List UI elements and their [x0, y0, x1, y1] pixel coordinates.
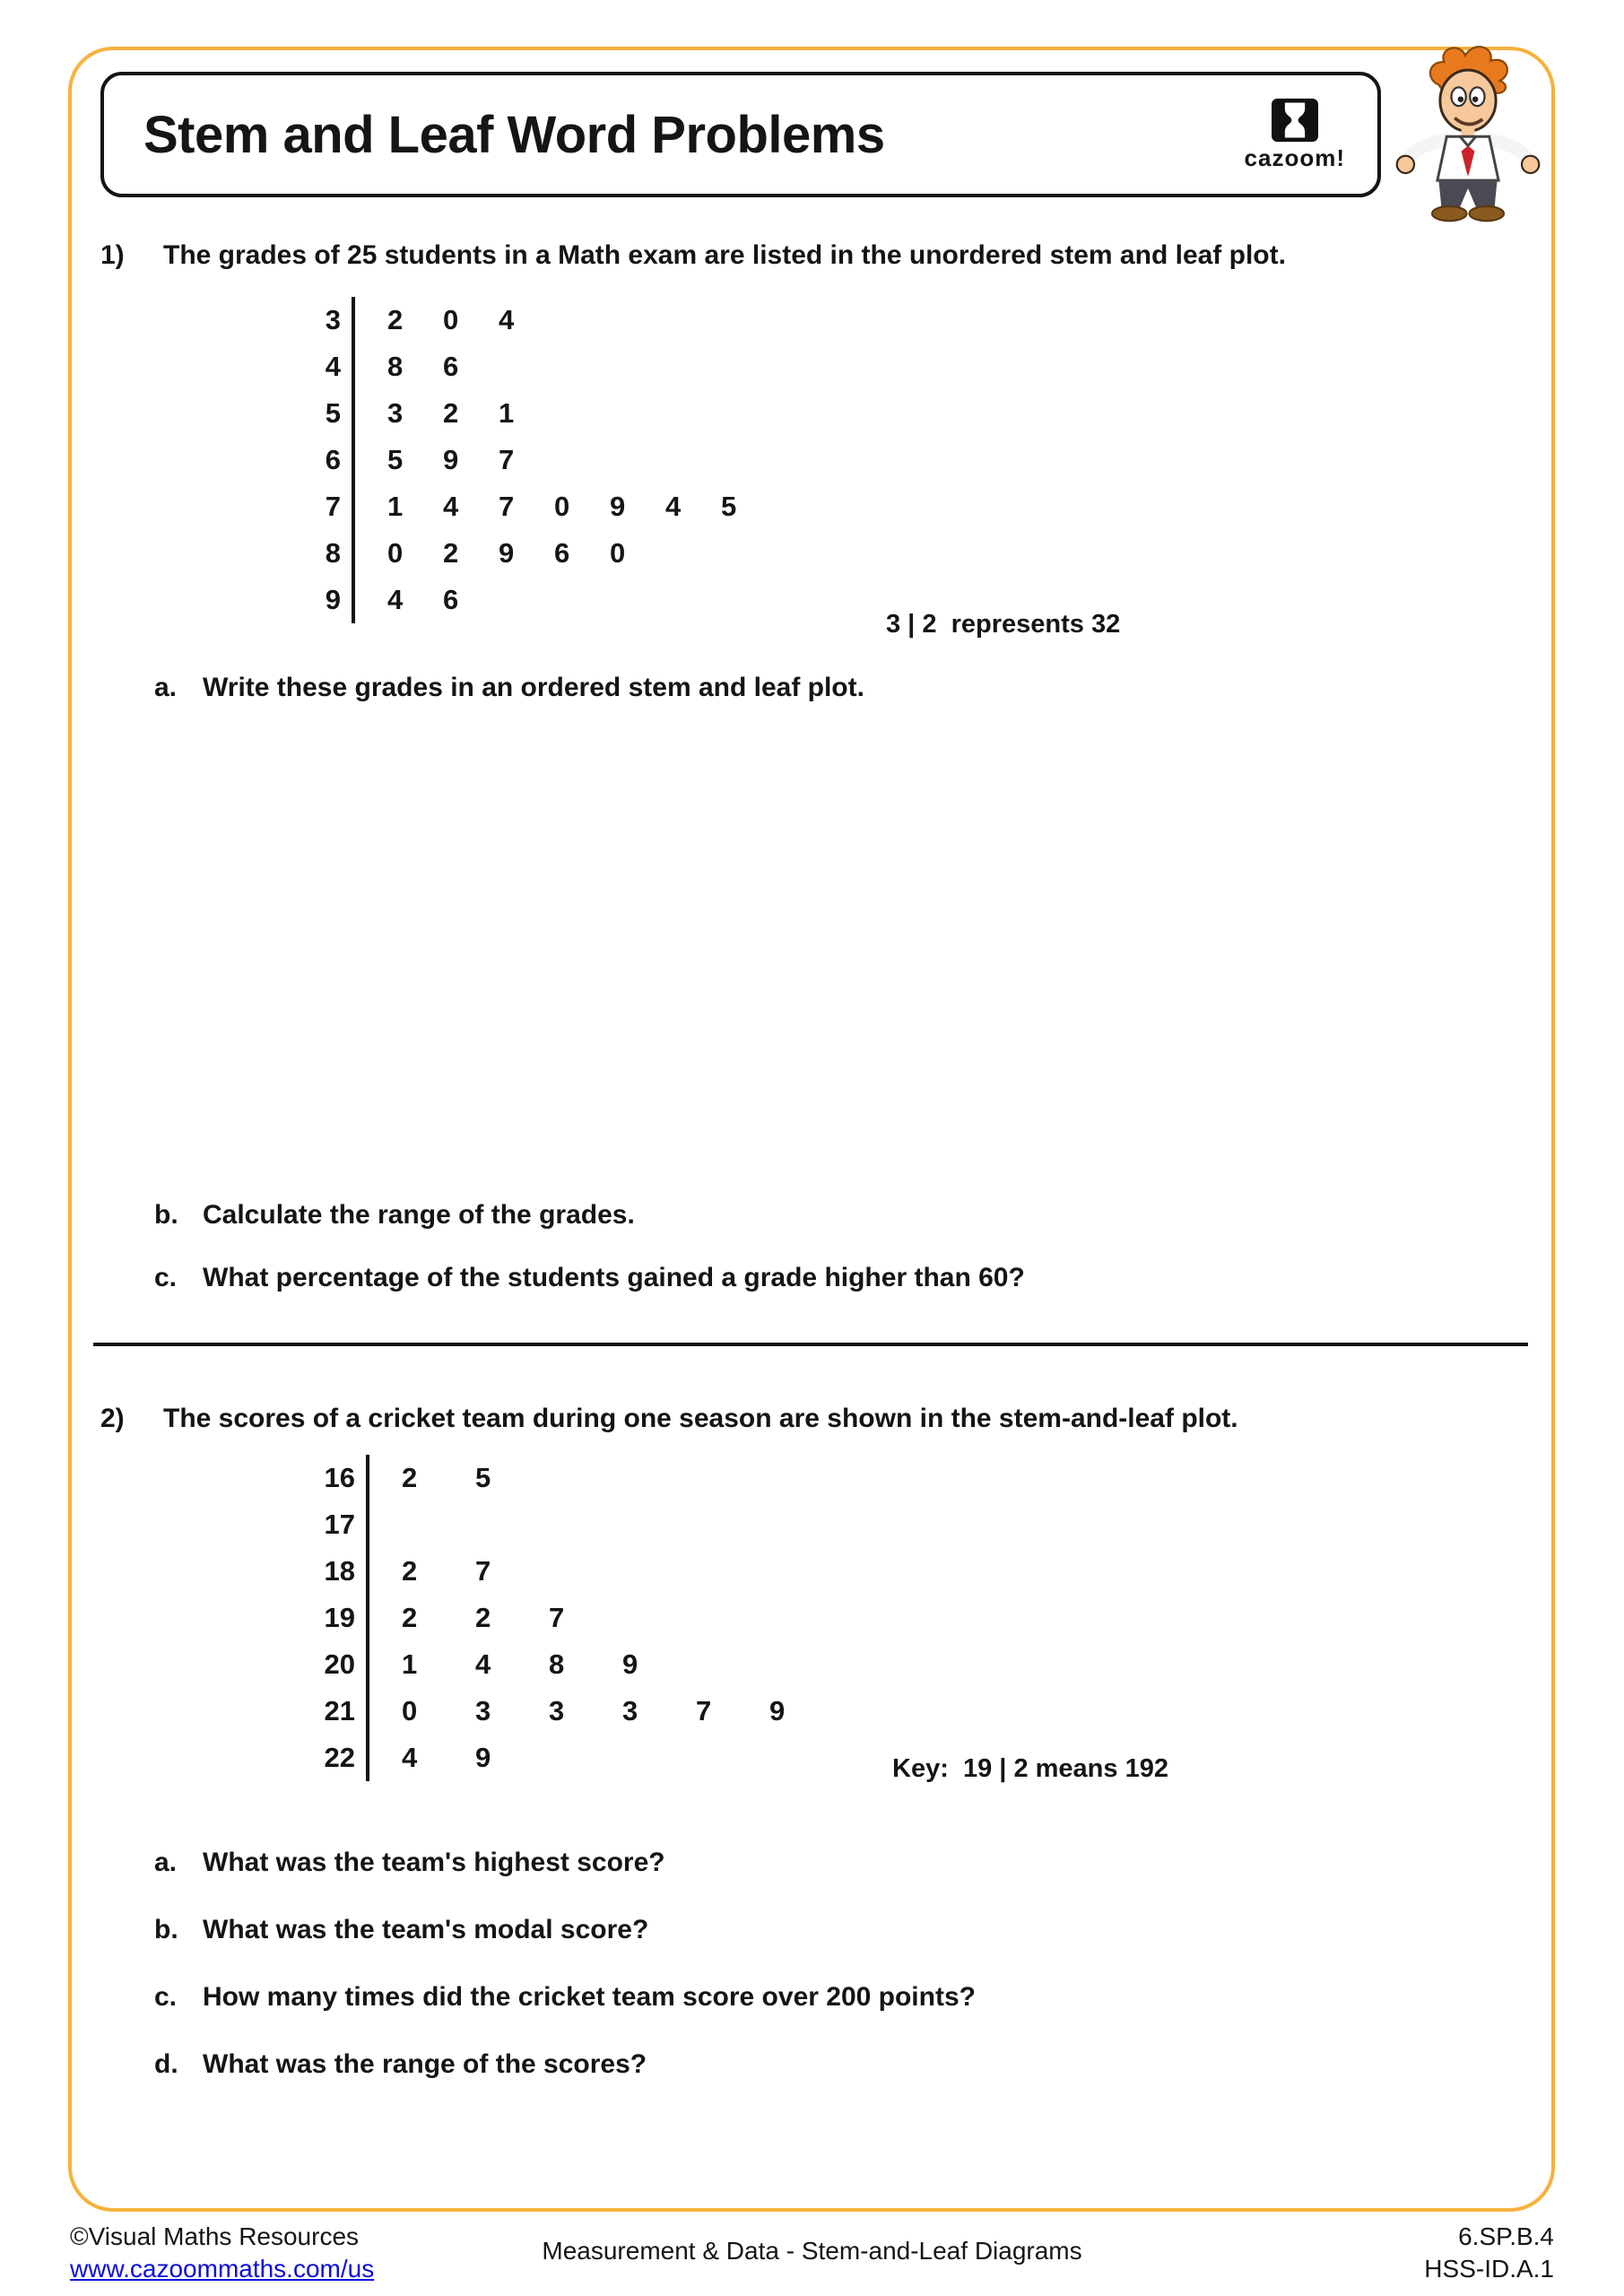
plot-row [296, 1735, 843, 1781]
stem-value: 17 [324, 1509, 355, 1540]
stem-leaf-plot-q1 [296, 297, 777, 623]
leaf-value: 3 [387, 397, 404, 429]
leaf-values [352, 344, 499, 390]
question-2-part-b [154, 1915, 648, 1945]
question-1-prompt: The grades of 25 students in a Math exam are listed in the unordered stem and leaf plot. [163, 240, 1286, 270]
leaf-value: 2 [402, 1602, 418, 1633]
stem-value: 18 [324, 1555, 355, 1587]
standard-code-2: HSS-ID.A.1 [1424, 2255, 1554, 2283]
part-text: What was the team's modal score? [203, 1915, 649, 1944]
plot-row [296, 1595, 843, 1641]
part-text: What was the team's highest score? [203, 1848, 665, 1877]
part-text: What was the range of the scores? [203, 2049, 647, 2079]
part-label: c. [154, 1263, 178, 1292]
leaf-values [352, 483, 777, 530]
plot-row [296, 577, 777, 623]
stem-value: 6 [325, 444, 341, 475]
stem-value: 22 [324, 1742, 355, 1773]
character-head [1440, 70, 1496, 131]
leaf-value: 4 [443, 491, 459, 522]
part-label: d. [154, 2049, 178, 2079]
plot-key-q1: 3 | 2 represents 32 [886, 610, 1121, 639]
leaf-value: 5 [721, 491, 737, 522]
stem-value: 9 [325, 584, 341, 615]
leaf-value: 2 [475, 1602, 491, 1633]
plot-row [296, 530, 777, 577]
stem-value: 8 [325, 537, 341, 569]
leaf-value: 4 [665, 491, 682, 522]
part-label: b. [154, 1200, 178, 1230]
part-text: Calculate the range of the grades. [203, 1200, 635, 1230]
stem-leaf-plot-q2 [296, 1455, 843, 1781]
leaf-value: 9 [475, 1742, 491, 1773]
part-text: Write these grades in an ordered stem and leaf plot. [203, 673, 864, 702]
page-title: Stem and Leaf Word Problems [143, 105, 885, 164]
leaf-value: 9 [622, 1648, 638, 1680]
cazoom-logo-text: cazoom! [1244, 144, 1345, 171]
leaf-values [352, 390, 554, 437]
question-2 [100, 1404, 1238, 1434]
standard-code-1: 6.SP.B.4 [1458, 2222, 1554, 2250]
question-1-part-b [154, 1200, 635, 1231]
leaf-values [366, 1548, 549, 1595]
leaf-value: 4 [475, 1648, 491, 1680]
leaf-value: 7 [549, 1602, 565, 1633]
stem-value: 16 [324, 1462, 355, 1493]
leaf-value: 2 [387, 304, 404, 335]
leaf-value: 2 [443, 397, 459, 429]
plot-row [296, 1501, 843, 1548]
part-label: a. [154, 673, 178, 702]
leaf-value: 7 [696, 1695, 712, 1726]
leaf-values [352, 530, 665, 577]
leaf-value: 9 [443, 444, 459, 475]
plot-row [296, 1641, 843, 1688]
leaf-value: 1 [499, 397, 515, 429]
leaf-value: 4 [402, 1742, 418, 1773]
question-2-part-c [154, 1982, 976, 2013]
plot-row [296, 344, 777, 390]
cazoom-website-link[interactable]: www.cazoommaths.com/us [70, 2255, 375, 2283]
leaf-value: 0 [402, 1695, 418, 1726]
question-2-part-d [154, 2049, 647, 2080]
footer-topic: Measurement & Data - Stem-and-Leaf Diagrams [542, 2237, 1082, 2265]
page-border [68, 47, 1555, 2212]
part-label: b. [154, 1915, 178, 1944]
question-2-number: 2) [100, 1404, 125, 1433]
stem-value: 5 [325, 397, 341, 429]
leaf-value: 0 [443, 304, 459, 335]
footer-standards [1424, 2221, 1554, 2285]
leaf-value: 1 [402, 1648, 418, 1680]
leaf-value: 7 [499, 444, 515, 475]
header [100, 72, 1381, 197]
question-1 [100, 240, 1286, 271]
leaf-value: 2 [402, 1462, 418, 1493]
plot-row [296, 297, 777, 344]
section-divider [93, 1343, 1528, 1346]
leaf-values [366, 1501, 402, 1548]
question-2-prompt: The scores of a cricket team during one season are shown in the stem-and-leaf plot. [163, 1404, 1238, 1433]
cartoon-character-illustration [1388, 45, 1548, 224]
cazoom-logo-icon [1270, 97, 1320, 144]
plot-row [296, 1548, 843, 1595]
leaf-value: 2 [443, 537, 459, 569]
leaf-value: 3 [475, 1695, 491, 1726]
plot-row [296, 390, 777, 437]
question-2-part-a [154, 1848, 665, 1878]
stem-value: 21 [324, 1695, 355, 1726]
leaf-values [366, 1455, 549, 1501]
leaf-value: 6 [443, 351, 459, 382]
part-text: How many times did the cricket team score over 200 points? [203, 1982, 976, 2012]
leaf-value: 3 [622, 1695, 638, 1726]
leaf-value: 7 [499, 491, 515, 522]
leaf-values [352, 297, 554, 344]
leaf-value: 9 [769, 1695, 786, 1726]
plot-row [296, 1455, 843, 1501]
leaf-value: 4 [499, 304, 515, 335]
stem-value: 20 [324, 1648, 355, 1680]
part-label: a. [154, 1848, 178, 1877]
leaf-value: 4 [387, 584, 404, 615]
leaf-values [366, 1595, 622, 1641]
leaf-value: 0 [387, 537, 404, 569]
leaf-value: 9 [499, 537, 515, 569]
question-1-part-a [154, 673, 864, 703]
leaf-value: 7 [475, 1555, 491, 1587]
stem-value: 4 [325, 351, 341, 382]
leaf-value: 2 [402, 1555, 418, 1587]
plot-row [296, 483, 777, 530]
leaf-value: 3 [549, 1695, 565, 1726]
leaf-value: 6 [443, 584, 459, 615]
leaf-value: 8 [387, 351, 404, 382]
stem-value: 3 [325, 304, 341, 335]
leaf-value: 1 [387, 491, 404, 522]
leaf-value: 5 [475, 1462, 491, 1493]
leaf-values [352, 577, 499, 623]
leaf-value: 0 [610, 537, 626, 569]
leaf-value: 6 [554, 537, 570, 569]
part-text: What percentage of the students gained a grade higher than 60? [203, 1263, 1025, 1292]
stem-value: 19 [324, 1602, 355, 1633]
question-1-number: 1) [100, 240, 125, 270]
plot-key-q2: Key: 19 | 2 means 192 [892, 1754, 1168, 1783]
leaf-values [352, 437, 554, 483]
leaf-value: 5 [387, 444, 404, 475]
leaf-value: 9 [610, 491, 626, 522]
plot-row [296, 437, 777, 483]
plot-row [296, 1688, 843, 1735]
copyright-text: ©Visual Maths Resources [70, 2222, 360, 2250]
question-1-part-c [154, 1263, 1025, 1293]
part-label: c. [154, 1982, 178, 2012]
leaf-value: 0 [554, 491, 570, 522]
leaf-values [366, 1688, 843, 1735]
cazoom-logo [1245, 97, 1345, 172]
leaf-value: 8 [549, 1648, 565, 1680]
leaf-values [366, 1641, 696, 1688]
leaf-values [366, 1735, 549, 1781]
stem-value: 7 [325, 491, 341, 522]
